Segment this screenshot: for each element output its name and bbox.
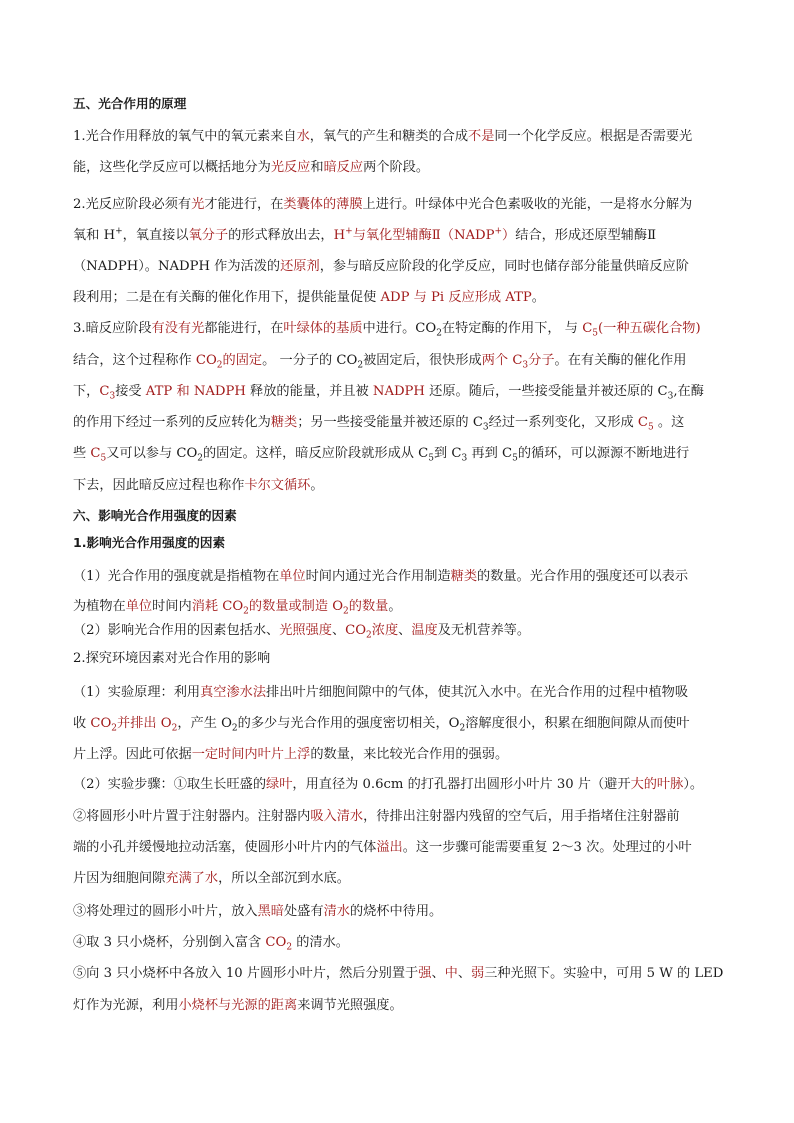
text-span: 3.暗反应阶段 bbox=[73, 321, 152, 336]
text-span: ⑤向 3 只小烧杯中各放入 10 片圆形小叶片，然后分别置于 bbox=[73, 966, 419, 981]
text-span: ,在酶 bbox=[673, 384, 704, 399]
highlighted-text: 水 bbox=[296, 129, 310, 144]
highlighted-text: CO bbox=[195, 353, 217, 368]
highlighted-text: 的数量 bbox=[348, 599, 389, 614]
text-span: 、 bbox=[457, 966, 471, 981]
subscript: 2 bbox=[197, 453, 203, 464]
highlighted-text: 不是 bbox=[468, 129, 495, 144]
highlighted-text: 光反应 bbox=[270, 160, 311, 175]
text-span: 的清水。 bbox=[292, 935, 349, 950]
highlighted-text: 2 bbox=[111, 723, 118, 734]
highlighted-text: CO bbox=[345, 623, 367, 638]
highlighted-text: 糖类 bbox=[450, 569, 478, 584]
highlighted-text: 5 bbox=[648, 422, 654, 433]
text-line bbox=[73, 808, 680, 826]
text-line bbox=[73, 445, 689, 463]
highlighted-text: 类囊体的薄膜 bbox=[283, 197, 363, 212]
text-line bbox=[73, 684, 688, 702]
text-line bbox=[73, 477, 324, 495]
highlighted-text: 浓度 bbox=[371, 623, 399, 638]
text-line bbox=[73, 383, 704, 401]
highlighted-text: ） bbox=[502, 228, 516, 243]
text-span: 2.光反应阶段必须有 bbox=[73, 197, 192, 212]
text-span: 。 bbox=[388, 599, 402, 614]
text-line bbox=[73, 227, 656, 245]
text-span: 接受 bbox=[115, 384, 146, 399]
text-line bbox=[73, 352, 686, 370]
text-span: 。在有关酶的催化作用 bbox=[554, 353, 687, 368]
highlighted-text: + bbox=[494, 226, 503, 237]
text-span: 。 一分子的 CO bbox=[262, 353, 358, 368]
highlighted-text: 2 bbox=[171, 723, 178, 734]
text-span: 为植物在 bbox=[73, 599, 126, 614]
text-span: （NADPH）。NADPH 作为活泼的 bbox=[73, 259, 281, 274]
section-heading bbox=[73, 95, 186, 113]
text-span: 的循环，可以源源不断地进行 bbox=[517, 446, 690, 461]
text-line bbox=[73, 128, 692, 146]
highlighted-text: 有没有光 bbox=[151, 321, 205, 336]
highlighted-text: 温度 bbox=[411, 623, 438, 638]
highlighted-text: 的数量或制造 O bbox=[248, 599, 344, 614]
text-span: 在特定酶的作用下， 与 bbox=[441, 321, 583, 336]
text-line bbox=[73, 414, 684, 432]
text-line bbox=[73, 598, 402, 616]
text-span: 都能进行，在 bbox=[204, 321, 284, 336]
text-line bbox=[73, 568, 688, 586]
text-span: 的形式释放出去， bbox=[228, 228, 334, 243]
highlighted-text: 的固定 bbox=[222, 353, 263, 368]
highlighted-text: 3 bbox=[522, 360, 529, 371]
subscript: 2 bbox=[357, 360, 364, 371]
highlighted-text: 2 bbox=[216, 360, 223, 371]
text-span: 2.探究环境因素对光合作用的影响 bbox=[73, 651, 271, 666]
subscript: 3 bbox=[667, 391, 674, 402]
text-span: 些 bbox=[73, 446, 91, 461]
highlighted-text: 小烧杯与光源的距离 bbox=[178, 998, 298, 1013]
highlighted-text: 单位 bbox=[279, 569, 306, 584]
text-span: 又可以参与 CO bbox=[106, 446, 198, 461]
text-span: 五、光合作用的原理 bbox=[73, 96, 187, 111]
text-span: 氧和 H bbox=[73, 228, 116, 243]
text-span: ④取 3 只小烧杯，分别倒入富含 bbox=[73, 935, 266, 950]
text-span: 。 bbox=[531, 290, 545, 305]
text-span: （2）影响光合作用的因素包括水、 bbox=[73, 623, 280, 638]
highlighted-text: 两个 C bbox=[481, 353, 523, 368]
text-span: 的数量，来比较光合作用的强弱。 bbox=[310, 747, 509, 762]
highlighted-text: 大的叶脉 bbox=[630, 777, 684, 792]
text-span: 。这 bbox=[653, 415, 685, 430]
text-span: 的数量。光合作用的强度还可以表示 bbox=[477, 569, 689, 584]
highlighted-text: 光 bbox=[191, 197, 205, 212]
text-span: ②将圆形小叶片置于注射器内。注射器内 bbox=[73, 809, 311, 824]
highlighted-text: 叶绿体的基质 bbox=[283, 321, 363, 336]
text-line bbox=[73, 903, 442, 921]
subscript: 5 bbox=[512, 453, 518, 464]
text-span: 两个阶段。 bbox=[363, 160, 430, 175]
highlighted-text: 分子 bbox=[528, 353, 555, 368]
highlighted-text: 还原剂 bbox=[280, 259, 320, 274]
highlighted-text: (一种五碳化合物) bbox=[598, 321, 701, 336]
text-line bbox=[73, 650, 270, 668]
text-span: ，氧直接以 bbox=[122, 228, 189, 243]
text-span: 同一个化学反应。根据是否需要光 bbox=[494, 129, 693, 144]
text-span: 再到 C bbox=[467, 446, 513, 461]
text-span: 的烧杯中待用。 bbox=[349, 904, 443, 919]
text-line bbox=[73, 715, 689, 733]
highlighted-text: 弱 bbox=[471, 966, 485, 981]
highlighted-text: 2 bbox=[366, 630, 372, 641]
highlighted-text: C bbox=[99, 384, 110, 399]
text-span: 段利用；二是在有关酶的催化作用下，提供能量促使 bbox=[73, 290, 381, 305]
text-span: （1）光合作用的强度就是指植物在 bbox=[73, 569, 280, 584]
text-line bbox=[73, 196, 692, 214]
section-heading bbox=[73, 534, 225, 552]
highlighted-text: C bbox=[582, 321, 593, 336]
text-span: ③将处理过的圆形小叶片，放入 bbox=[73, 904, 258, 919]
highlighted-text: 单位 bbox=[125, 599, 153, 614]
text-line bbox=[73, 746, 508, 764]
text-span: 经过一系列变化，又形成 bbox=[488, 415, 638, 430]
highlighted-text: 与氧化型辅酶Ⅱ（NADP bbox=[352, 228, 495, 243]
text-span: ，用直径为 0.6cm 的打孔器打出圆形小叶片 30 片（避开 bbox=[292, 777, 631, 792]
highlighted-text: 3 bbox=[109, 391, 116, 402]
text-span: 的多少与光合作用的强度密切相关，O bbox=[237, 716, 460, 731]
highlighted-text: 2 bbox=[286, 942, 293, 953]
highlighted-text: 2 bbox=[343, 606, 349, 617]
text-span: 到 C bbox=[434, 446, 462, 461]
text-span: 才能进行，在 bbox=[204, 197, 284, 212]
text-span: 三种光照下。实验中，可用 5 W 的 LED bbox=[484, 966, 724, 981]
text-span: 下去，因此暗反应过程也称作 bbox=[73, 478, 245, 493]
highlighted-text: 清水 bbox=[323, 904, 350, 919]
text-span: 及无机营养等。 bbox=[437, 623, 531, 638]
text-span: 端的小孔并缓慢地拉动活塞，使圆形小叶片内的气体 bbox=[73, 840, 377, 855]
highlighted-text: 糖类 bbox=[270, 415, 298, 430]
highlighted-text: CO bbox=[265, 935, 287, 950]
text-span: ，氧气的产生和糖类的合成 bbox=[309, 129, 469, 144]
text-span: 时间内通过光合作用制造 bbox=[305, 569, 451, 584]
text-span: 。 bbox=[310, 478, 324, 493]
text-span: （2）实验步骤：①取生长旺盛的 bbox=[73, 777, 267, 792]
text-line bbox=[73, 934, 349, 952]
text-span: ，所以全部沉到水底。 bbox=[218, 871, 350, 886]
text-span: 来调节光照强度。 bbox=[297, 998, 403, 1013]
highlighted-text: CO bbox=[90, 716, 112, 731]
text-span: ，参与暗反应阶段的化学反应，同时也储存部分能量供暗反应阶 bbox=[319, 259, 689, 274]
text-span: 的固定。这样，暗反应阶段就形成从 C bbox=[202, 446, 429, 461]
text-line bbox=[73, 289, 545, 307]
highlighted-text: 绿叶 bbox=[266, 777, 293, 792]
text-span: ；另一些接受能量并被还原的 C bbox=[297, 415, 483, 430]
section-heading bbox=[73, 507, 237, 525]
text-span: 时间内 bbox=[152, 599, 192, 614]
highlighted-text: 充满了水 bbox=[165, 871, 219, 886]
highlighted-text: H bbox=[333, 228, 346, 243]
text-line bbox=[73, 159, 429, 177]
highlighted-text: 光照强度 bbox=[279, 623, 332, 638]
highlighted-text: C bbox=[90, 446, 101, 461]
text-line bbox=[73, 965, 723, 983]
text-span: 处盛有 bbox=[284, 904, 324, 919]
text-span: 能，这些化学反应可以概括地分为 bbox=[73, 160, 271, 175]
highlighted-text: 氧分子 bbox=[188, 228, 229, 243]
text-line bbox=[73, 997, 403, 1015]
text-span: 溶解度很小，积累在细胞间隙从而使叶 bbox=[465, 716, 690, 731]
text-span: ，产生 O bbox=[177, 716, 232, 731]
text-line bbox=[73, 776, 703, 794]
highlighted-text: ADP 与 Pi 反应形成 ATP bbox=[380, 290, 532, 305]
text-span: 的作用下经过一系列的反应转化为 bbox=[73, 415, 271, 430]
text-span: 被固定后，很快形成 bbox=[363, 353, 482, 368]
text-span: 、 bbox=[431, 966, 445, 981]
highlighted-text: 卡尔文循环 bbox=[244, 478, 311, 493]
superscript: + bbox=[115, 226, 123, 237]
highlighted-text: 消耗 CO bbox=[191, 599, 244, 614]
highlighted-text: 5 bbox=[592, 328, 599, 339]
text-span: 还原。随后，一些接受能量并被还原的 C bbox=[424, 384, 668, 399]
text-span: 六、影响光合作用强度的因素 bbox=[73, 508, 237, 523]
text-span: 收 bbox=[73, 716, 91, 731]
highlighted-text: 一定时间内叶片上浮 bbox=[191, 747, 311, 762]
subscript: 3 bbox=[482, 422, 489, 433]
text-span: 上进行。叶绿体中光合色素吸收的光能，一是将水分解为 bbox=[362, 197, 693, 212]
text-span: 。这一步骤可能需要重复 2～3 次。处理过的小叶 bbox=[402, 840, 692, 855]
text-line bbox=[73, 258, 689, 276]
subscript: 2 bbox=[231, 723, 238, 734]
subscript: 2 bbox=[459, 723, 466, 734]
highlighted-text: 溢出 bbox=[376, 840, 403, 855]
text-span: 1.光合作用释放的氧气中的氧元素来自 bbox=[73, 129, 297, 144]
highlighted-text: 2 bbox=[243, 606, 249, 617]
subscript: 2 bbox=[436, 328, 442, 339]
highlighted-text: 中 bbox=[444, 966, 458, 981]
text-span: ）。 bbox=[683, 777, 704, 792]
text-span: 和 bbox=[310, 160, 324, 175]
highlighted-text: 黑暗 bbox=[257, 904, 284, 919]
highlighted-text: ATP 和 NADPH bbox=[145, 384, 246, 399]
text-span: 灯作为光源，利用 bbox=[73, 998, 179, 1013]
text-span: 下， bbox=[73, 384, 100, 399]
text-span: 排出叶片细胞间隙中的气体，使其沉入水中。在光合作用的过程中植物吸 bbox=[266, 685, 689, 700]
text-span: 、 bbox=[398, 623, 412, 638]
highlighted-text: 暗反应 bbox=[323, 160, 364, 175]
subscript: 5 bbox=[428, 453, 434, 464]
text-line bbox=[73, 622, 530, 640]
text-span: （1）实验原理：利用 bbox=[73, 685, 201, 700]
highlighted-text: + bbox=[345, 226, 353, 237]
text-span: 片因为细胞间隙 bbox=[73, 871, 166, 886]
text-span: 片上浮。因此可依据 bbox=[73, 747, 192, 762]
highlighted-text: NADPH bbox=[372, 384, 425, 399]
highlighted-text: 并排出 O bbox=[117, 716, 172, 731]
text-span: 结合，形成还原型辅酶Ⅱ bbox=[515, 228, 657, 243]
text-span: ，待排出注射器内残留的空气后，用手指堵住注射器前 bbox=[363, 809, 680, 824]
text-span: 、 bbox=[331, 623, 346, 638]
text-line bbox=[73, 839, 692, 857]
highlighted-text: 5 bbox=[100, 453, 107, 464]
text-span: 1.影响光合作用强度的因素 bbox=[73, 535, 226, 550]
text-line bbox=[73, 870, 350, 888]
text-span: 释放的能量，并且被 bbox=[245, 384, 373, 399]
text-span: 结合，这个过程称作 bbox=[73, 353, 196, 368]
highlighted-text: C bbox=[637, 415, 648, 430]
subscript: 3 bbox=[461, 453, 468, 464]
highlighted-text: 真空渗水法 bbox=[200, 685, 267, 700]
text-line bbox=[73, 320, 701, 338]
highlighted-text: 吸入清水 bbox=[310, 809, 364, 824]
text-span: 中进行。CO bbox=[362, 321, 437, 336]
highlighted-text: 强 bbox=[418, 966, 432, 981]
